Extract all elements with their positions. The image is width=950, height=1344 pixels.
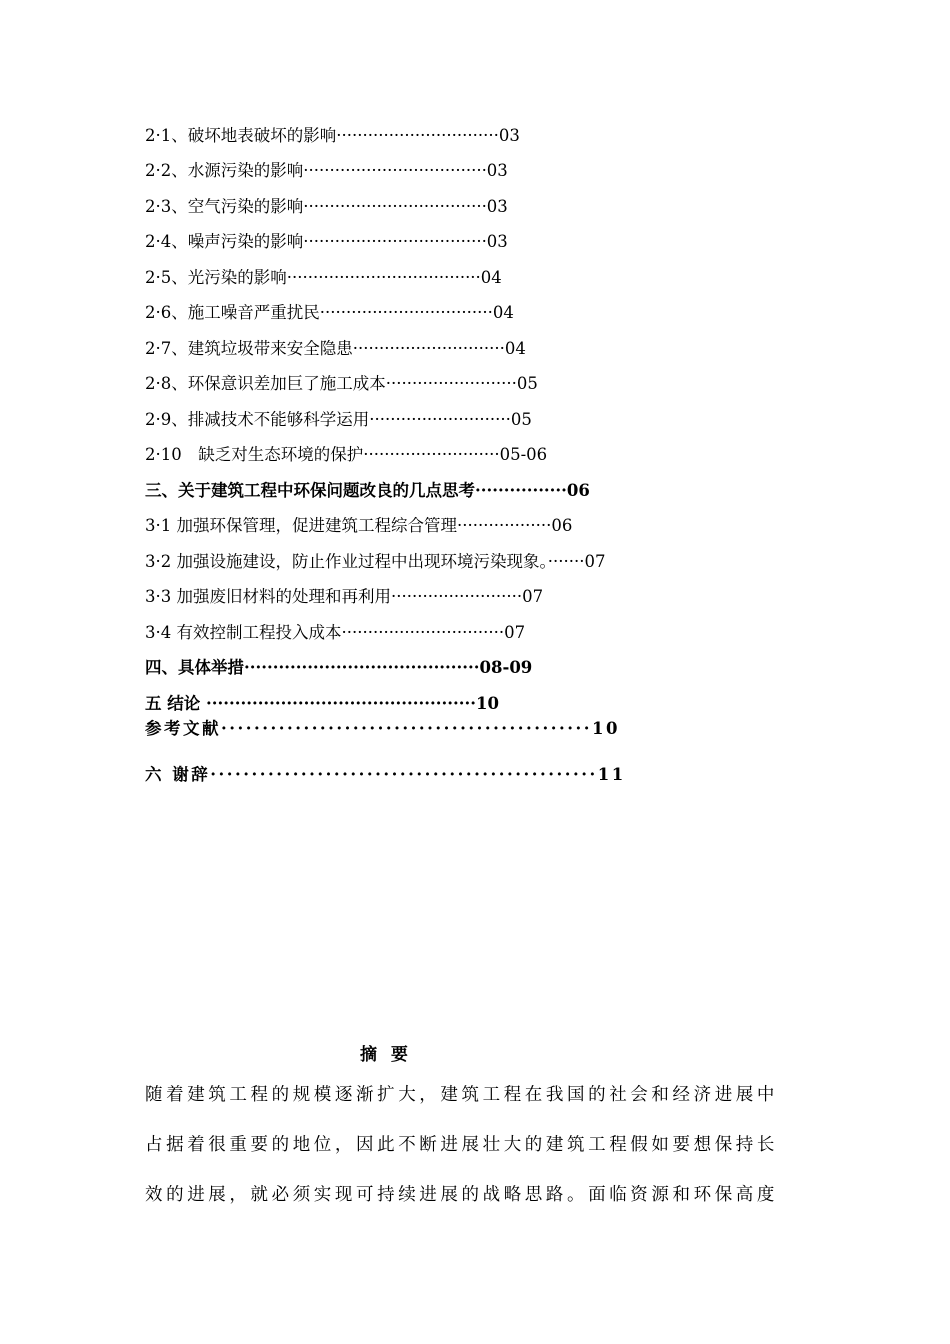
toc-entry-3-2: 3·2 加强设施建设，防止作业过程中出现环境污染现象。·······07 xyxy=(145,552,606,571)
abstract-line-2: 占据着很重要的地位，因此不断进展壮大的建筑工程假如要想保持长 xyxy=(145,1135,778,1155)
toc-section-3: 三、关于建筑工程中环保问题改良的几点思考················06 xyxy=(145,481,590,500)
toc-entry-2-2: 2·2、水源污染的影响···································03 xyxy=(145,161,508,180)
toc-entry-3-1: 3·1 加强环保管理，促进建筑工程综合管理··················06 xyxy=(145,516,573,535)
toc-entry-2-1: 2·1、破坏地表破坏的影响·······························03 xyxy=(145,126,520,145)
abstract-line-3: 效的进展，就必须实现可持续进展的战略思路。面临资源和环保高度 xyxy=(145,1185,778,1205)
abstract-line-1: 随着建筑工程的规模逐渐扩大，建筑工程在我国的社会和经济进展中 xyxy=(145,1085,778,1105)
toc-entry-2-3: 2·3、空气污染的影响···································03 xyxy=(145,197,508,216)
toc-entry-2-8: 2·8、环保意识差加巨了施工成本·························05 xyxy=(145,374,538,393)
toc-section-4: 四、具体举措·········································08-09 xyxy=(145,658,533,677)
toc-section-5: 五 结论 ···············································10 xyxy=(145,694,499,713)
abstract-title: 摘 要 xyxy=(360,1045,412,1065)
toc-entry-3-4: 3·4 有效控制工程投入成本·······························07 xyxy=(145,623,526,642)
toc-entry-2-10: 2·10 缺乏对生态环境的保护··························05-06 xyxy=(145,445,548,464)
toc-entry-2-9: 2·9、排减技术不能够科学运用···························05 xyxy=(145,410,532,429)
toc-entry-2-4: 2·4、噪声污染的影响···································03 xyxy=(145,232,508,251)
toc-section-6: 六 谢辞···············································11 xyxy=(145,765,626,784)
toc-entry-2-7: 2·7、建筑垃圾带来安全隐患·····························04 xyxy=(145,339,526,358)
toc-entry-3-3: 3·3 加强废旧材料的处理和再利用·························07 xyxy=(145,587,544,606)
toc-entry-2-5: 2·5、光污染的影响·····································04 xyxy=(145,268,502,287)
toc-references: 参考文献·············································10 xyxy=(145,719,620,738)
toc-entry-2-6: 2·6、施工噪音严重扰民·································04 xyxy=(145,303,514,322)
